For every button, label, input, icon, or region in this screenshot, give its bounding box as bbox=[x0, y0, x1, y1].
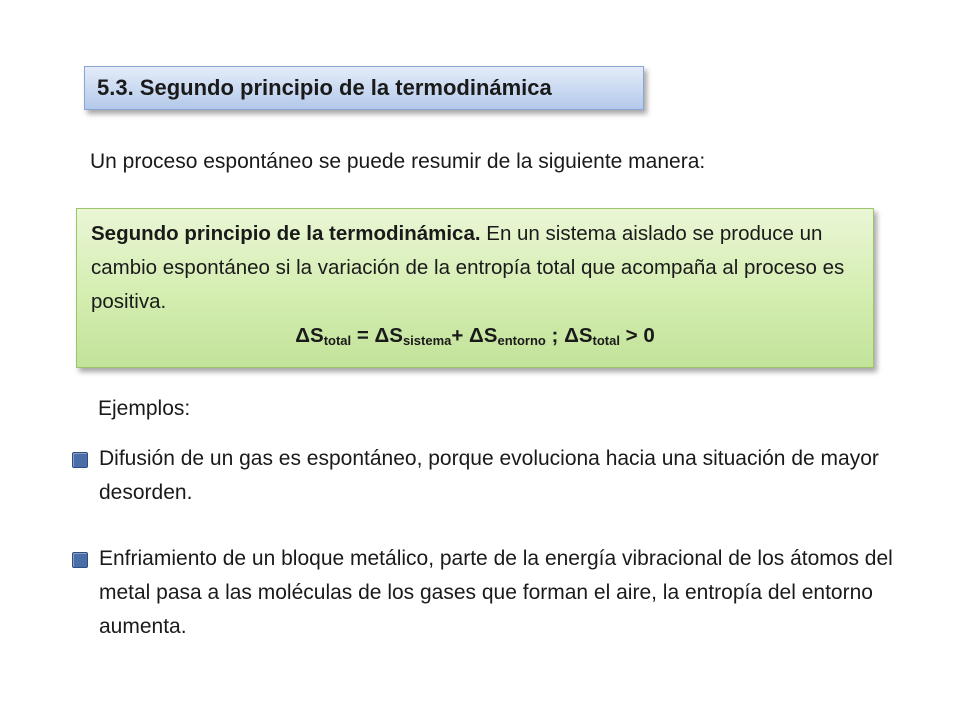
example-text: Enfriamiento de un bloque metálico, parte de la energía vibracional de los átomos del metal pasa a las moléculas de los gases que forman el aire, la entropía del entorno aumenta. bbox=[99, 547, 893, 638]
formula-delta-s-1: ΔS bbox=[295, 324, 324, 347]
formula-delta-s-3: ΔS bbox=[469, 324, 498, 347]
formula-plus: + bbox=[451, 324, 470, 347]
formula-delta-s-4: ΔS bbox=[564, 324, 593, 347]
square-bullet-icon bbox=[72, 552, 88, 568]
examples-heading: Ejemplos: bbox=[98, 397, 191, 420]
formula-separator: ; bbox=[545, 324, 565, 347]
principle-text: En un sistema aislado se produce un cambio espontáneo si la variación de la entropía total que acompaña al proceso es positiva. bbox=[91, 222, 845, 313]
formula-sub-sistema: sistema bbox=[402, 333, 452, 348]
principle-bold-lead: Segundo principio de la termodinámica. bbox=[91, 222, 481, 245]
formula-sub-total-1: total bbox=[323, 333, 352, 348]
principle-paragraph bbox=[91, 217, 859, 319]
formula-delta-s-2: ΔS bbox=[374, 324, 403, 347]
formula-sub-total-2: total bbox=[592, 333, 620, 348]
formula-sub-entorno: entorno bbox=[497, 333, 546, 348]
example-text: Difusión de un gas es espontáneo, porque evoluciona hacia una situación de mayor desorden. bbox=[99, 447, 879, 504]
formula-equals: = bbox=[351, 324, 375, 347]
intro-text: Un proceso espontáneo se puede resumir de la siguiente manera: bbox=[90, 150, 706, 173]
section-title: 5.3. Segundo principio de la termodinámica bbox=[97, 75, 552, 100]
formula-greater-zero: > 0 bbox=[619, 324, 655, 347]
principle-box bbox=[76, 208, 874, 368]
entropy-formula bbox=[91, 319, 859, 358]
section-title-box bbox=[84, 66, 644, 110]
square-bullet-icon bbox=[72, 452, 88, 468]
